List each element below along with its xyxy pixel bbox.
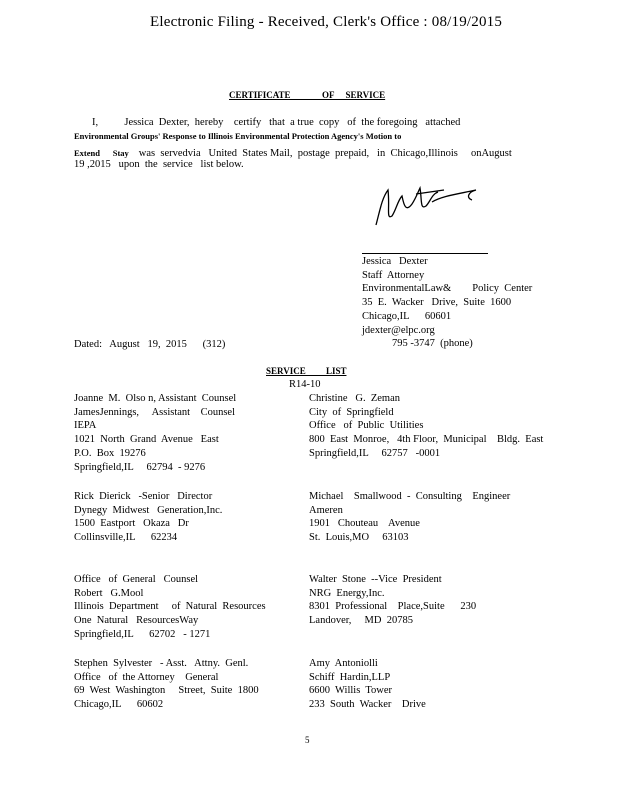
signer-title: Staff Attorney (362, 269, 425, 281)
body-line-4: 19 ,2015 upon the service list below. (74, 159, 244, 170)
docket-number: R14-10 (289, 379, 321, 390)
service-entry-left-3 (74, 573, 266, 642)
signer-address: 35 E. Wacker Drive, Suite 1600 (362, 297, 512, 309)
entry-line: Schiff Hardin,LLP (309, 671, 391, 683)
body-line-1: I, Jessica Dexter, hereby certify that a true copy of the foregoing attached (92, 117, 461, 128)
entry-line: NRG Energy,Inc. (309, 587, 385, 599)
entry-line: Springfield,IL 62702 - 1271 (74, 628, 211, 640)
entry-line: Illinois Department of Natural Resources (74, 601, 266, 613)
body-line-3-rest: was servedvia United States Mail, postage prepaid, in Chicago,Illinois onAugust (138, 148, 512, 159)
body-line-3-bold: Extend Stay (74, 148, 129, 158)
signature-line (362, 253, 488, 254)
entry-line: Landover, MD 20785 (309, 615, 413, 627)
entry-line: Chicago,IL 60602 (74, 699, 164, 711)
service-list-title: SERVICE LIST (266, 366, 347, 376)
entry-line: 6600 Willis Tower (309, 685, 393, 697)
signature-image (368, 180, 488, 230)
dated-line: Dated: August 19, 2015 (312) (74, 339, 226, 350)
entry-line: Rick Dierick -Senior Director (74, 491, 213, 502)
service-entry-left-2 (74, 490, 222, 545)
entry-line: Walter Stone --Vice President (309, 574, 442, 585)
entry-line: Springfield,IL 62794 - 9276 (74, 461, 206, 473)
entry-line: 233 South Wacker Drive (309, 699, 426, 711)
entry-line: Robert G.Mool (74, 587, 144, 599)
entry-line: St. Louis,MO 63103 (309, 532, 409, 544)
entry-line: Stephen Sylvester - Asst. Attny. Genl. (74, 658, 249, 669)
signer-city: Chicago,IL 60601 (362, 310, 452, 322)
entry-line: JamesJennings, Assistant Counsel (74, 406, 236, 418)
service-entry-right-4 (309, 657, 426, 712)
entry-line: Joanne M. Olso n, Assistant Counsel (74, 393, 237, 404)
certificate-title: CERTIFICATE OF SERVICE (229, 90, 386, 100)
entry-line: Office of General Counsel (74, 574, 199, 585)
entry-line: 1500 Eastport Okaza Dr (74, 518, 189, 530)
signer-email[interactable]: jdexter@elpc.org (362, 324, 435, 336)
entry-line: 8301 Professional Place,Suite 230 (309, 601, 477, 613)
entry-line: Dynegy Midwest Generation,Inc. (74, 504, 223, 516)
entry-line: Ameren (309, 504, 343, 516)
service-entry-right-2 (309, 490, 510, 545)
entry-line: 69 West Washington Street, Suite 1800 (74, 685, 259, 697)
entry-line: 800 East Monroe, 4th Floor, Municipal Bldg. East (309, 434, 544, 446)
signer-org: EnvironmentalLaw& Policy Center (362, 283, 533, 295)
entry-line: One Natural ResourcesWay (74, 615, 199, 627)
entry-line: 1901 Chouteau Avenue (309, 518, 420, 530)
signer-name: Jessica Dexter (362, 256, 428, 267)
signature-block (362, 255, 532, 351)
entry-line: Office of the Attorney General (74, 671, 219, 683)
body-line-2: Environmental Groups' Response to Illinois Environmental Protection Agency's Motion to (74, 131, 402, 141)
entry-line: Office of Public Utilities (309, 420, 424, 432)
service-entry-left-1 (74, 392, 236, 474)
service-entry-right-3 (309, 573, 476, 628)
entry-line: P.O. Box 19276 (74, 447, 146, 459)
entry-line: City of Springfield (309, 406, 394, 418)
service-entry-right-1 (309, 392, 543, 461)
entry-line: 1021 North Grand Avenue East (74, 434, 219, 446)
entry-line: Michael Smallwood - Consulting Engineer (309, 491, 511, 502)
filing-header: Electronic Filing - Received, Clerk's Office : 08/19/2015 (150, 14, 503, 30)
entry-line: Amy Antoniolli (309, 658, 378, 669)
entry-line: IEPA (74, 420, 97, 432)
entry-line: Christine G. Zeman (309, 393, 400, 404)
signer-phone: 795 -3747 (phone) (392, 338, 473, 350)
service-entry-left-4 (74, 657, 259, 712)
entry-line: Collinsville,IL 62234 (74, 532, 178, 544)
page-number: 5 (305, 735, 310, 745)
entry-line: Springfield,IL 62757 -0001 (309, 447, 441, 459)
